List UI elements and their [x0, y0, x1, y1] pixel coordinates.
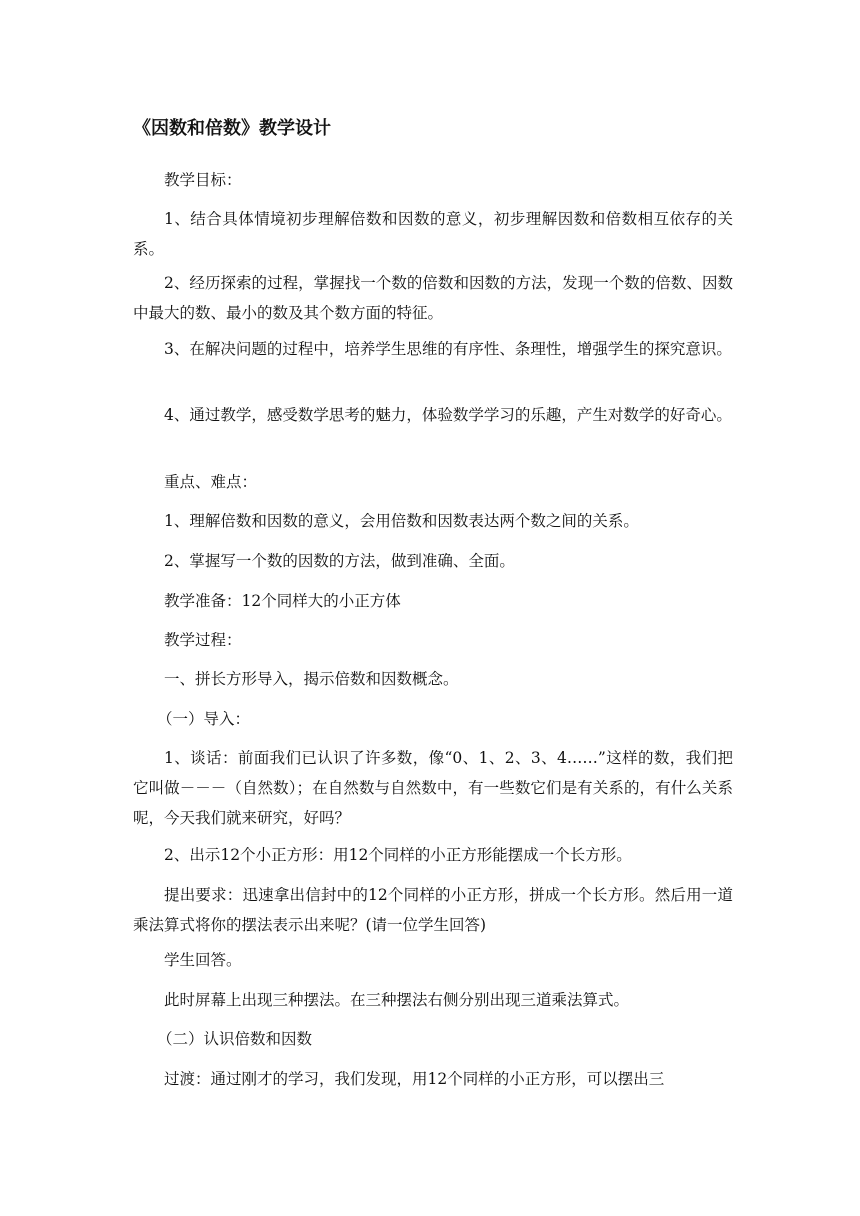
paragraph-section-1: 一、拼长方形导入，揭示倍数和因数概念。: [164, 670, 459, 688]
paragraph-process-heading: 教学过程：: [164, 631, 242, 649]
document-title: 《因数和倍数》教学设计: [133, 118, 331, 139]
paragraph-subsection-intro: （一）导入：: [157, 710, 251, 728]
paragraph-goal-2: 2、经历探索的过程，掌握找一个数的倍数和因数的方法，发现一个数的倍数、因数中最大的数、最小的数及其个数方面的特征。: [133, 274, 733, 322]
paragraph-talk: 1、谈话：前面我们已认识了许多数，像“0、1、2、3、4……”这样的数，我们把它叫做－－－（自然数）；在自然数与自然数中，有一些数它们是有关系的，有什么关系呢，今天我们就来研究，好吗？: [133, 749, 733, 827]
paragraph-subsection-recognize: （二）认识倍数和因数: [157, 1030, 313, 1048]
paragraph-goal-1: 1、结合具体情境初步理解倍数和因数的意义，初步理解因数和倍数相互依存的关系。: [133, 210, 733, 258]
paragraph-student-answer: 学生回答。: [164, 951, 242, 969]
paragraph-teaching-goals-heading: 教学目标：: [164, 171, 242, 189]
paragraph-key-point-2: 2、掌握写一个数的因数的方法，做到准确、全面。: [164, 552, 515, 570]
paragraph-goal-4: 4、通过教学，感受数学思考的魅力，体验数学学习的乐趣，产生对数学的好奇心。: [164, 406, 732, 424]
paragraph-goal-3: 3、在解决问题的过程中，培养学生思维的有序性、条理性，增强学生的探究意识。: [164, 340, 732, 358]
paragraph-screen-shows: 此时屏幕上出现三种摆法。在三种摆法右侧分别出现三道乘法算式。: [164, 991, 630, 1009]
paragraph-requirements: 提出要求：迅速拿出信封中的12个同样的小正方形，拼成一个长方形。然后用一道乘法算式将你的摆法表示出来呢？(请一位学生回答): [133, 886, 733, 934]
paragraph-key-points-heading: 重点、难点：: [164, 473, 258, 491]
paragraph-show-squares: 2、出示12个小正方形：用12个同样的小正方形能摆成一个长方形。: [164, 846, 632, 864]
paragraph-transition: 过渡：通过刚才的学习，我们发现，用12个同样的小正方形，可以摆出三: [164, 1070, 665, 1088]
paragraph-preparation: 教学准备：12个同样大的小正方体: [164, 592, 401, 610]
paragraph-key-point-1: 1、理解倍数和因数的意义，会用倍数和因数表达两个数之间的关系。: [164, 512, 639, 530]
